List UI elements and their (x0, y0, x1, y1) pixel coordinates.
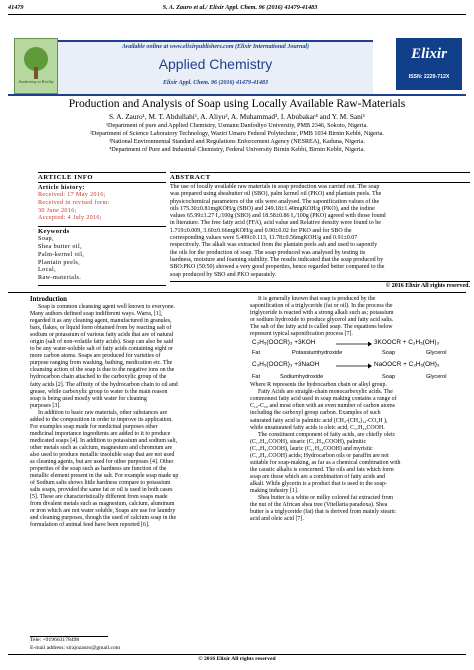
intro-line: properties of the soap such as hardness are function of the (30, 466, 167, 473)
article-authors: S. A. Zauro¹, M. T. Abdullahi¹, A. Aliyu², A. Muhammad³, I. Abubakar⁴ and Y. M. Sani¹ (108, 112, 366, 121)
right-line: acid and oleic acid [7]. (250, 516, 304, 523)
history-label: Article history: (38, 184, 85, 191)
right-line: C₁₀-C₂₀ and most often with an even number of carbon atoms (250, 403, 395, 410)
banner-rule (8, 94, 466, 96)
abstract-line: The use of locally available raw materials in soap production was carried out. The soap (170, 184, 380, 190)
right-line: saturated fatty acid is palmitic acid (CH₃-(CH₂)₁₄-CO₂H ), (250, 417, 388, 424)
right-line: It is generally known that soap is produced by the (258, 296, 376, 302)
right-line: saponification of a triglyceride (fat or oil). In the process the (250, 303, 393, 310)
abstract-line: values 65.99±1.27 I₂/100g (SBO) and 18.58±0.86 I₂/100g (PKO) agreed with those found (170, 213, 386, 220)
right-text-bottom (250, 382, 464, 523)
intro-column (30, 296, 244, 530)
keyword-1: Soap, (38, 235, 54, 243)
right-line: (C₁₇H₃₃COOH), stearic (C₁₇H₃₅COOH), palmitic (250, 438, 367, 445)
abstract-line: in literature. The free fatty acid (FFA), acid value and Relative density were found to be (170, 220, 381, 227)
intro-line: Many authors defined soap indifferent ways. Warra, [1], (30, 311, 163, 318)
affiliations (8, 122, 466, 154)
intro-line: fatty acids [2]. The affinity of the hydrocarbon chain to oil and (30, 381, 178, 388)
running-citation: S. A. Zauro et al./ Elixir Appl. Chem. 96 (2016) 41479-41483 (162, 4, 318, 11)
right-column (250, 296, 464, 523)
keyword-6: Raw-materials. (38, 274, 82, 282)
intro-line: added to the composition in order to improve its application. (30, 416, 173, 423)
intro-line: bars, flakes, or liquid form obtained from by reacting salt of (30, 325, 172, 332)
intro-line: origin (salt of non-volatile fatty acids). Soap can also be said (30, 339, 174, 346)
eq1-label-fat: Fat (252, 350, 261, 357)
eq1-reactants: C₃H₅(OOCR)₃ +3KOH (252, 339, 316, 347)
keyword-4: Plantain peels, (38, 258, 81, 266)
intro-line: as cleaning agents, but are used for other purposes [4]. Other (30, 459, 174, 466)
intro-line: For examples soap made for medicinal purposes other (30, 423, 158, 430)
right-line: The salt of the fatty acid is called soap. The equations below (250, 324, 393, 331)
history-revised: Received in revised form: (38, 198, 110, 206)
eq2-label-glycerol: Glycerol (426, 374, 447, 381)
affiliation-3: ³National Environmental Standard and Regulations Enforcement Agency (NESREA), Kaduna, Nigeria. (109, 138, 365, 145)
intro-body (30, 304, 244, 530)
intro-line: In addition to basic raw materials, other substances are (38, 409, 168, 416)
right-line: (C₁₅H₃₁COOH), lauric (C₁₁H₂₃COOH) and myristic (250, 445, 373, 452)
equation-1 (250, 338, 464, 374)
header-rule (8, 14, 466, 15)
journal-reference: Elixir Appl. Chem. 96 (2016) 41479-41483 (163, 80, 268, 86)
right-line: The constituent component of fatty acids, are chiefly oleic (258, 431, 396, 438)
journal-name: Applied Chemistry (158, 56, 273, 72)
history-revised-date: 30 June 2016; (38, 206, 77, 214)
history-list (38, 191, 166, 222)
right-line: making industry [1]. (250, 487, 299, 494)
intro-line: grease, while carboxylic group to water is the main reason (30, 388, 168, 395)
eq1-label-glycerol: Glycerol (426, 350, 447, 357)
intro-line: formulation of animal feed have been reported [6]. (30, 522, 150, 529)
keyword-3: Palm-kernel oil, (38, 250, 85, 258)
article-info (38, 172, 166, 286)
affiliation-1: ¹Department of pure and Applied Chemistry, Usmanu Danfodiyo University, PMB 2346, Sokoto, Nigeria. (106, 122, 368, 129)
eq1-products: 3KOOCR + C₃H₅(OH)₃ (374, 339, 440, 347)
intro-line: purposes [3]. (30, 402, 61, 409)
affiliation-2: ²Department of Science Laboratory Technology, Waziri Umaru Federal Polytechnic, PMB 1034 Birnin Kebbi, Nigeria. (90, 130, 384, 137)
tree-icon (15, 39, 57, 93)
eq1-label-base: Potassiumhydroxide (292, 350, 343, 357)
intro-line: medicinal importance ingredients are added to it to produce (30, 430, 171, 437)
right-line: butter is a triglyceride (fat) that is derived from mainly stearic (250, 509, 396, 516)
abstract-body (170, 184, 470, 279)
author-telephone: Tele: +919663178498 (30, 637, 80, 643)
intro-line: also used to produce metallic insoluble soap that are not used (30, 451, 175, 458)
elixir-logo-name: Elixir (411, 46, 447, 62)
intro-line: more carbon atoms. Soaps are produced for varieties of (30, 353, 161, 360)
abstract-line: 1.719±0.009, 3.60±0.66mgKOH/g and 0.90±0.02 for PKO and for SBO the (170, 227, 352, 234)
article-info-heading: ARTICLE INFO (38, 174, 94, 181)
intro-line: to be any water-soluble salt of fatty acids containing eight or (30, 346, 173, 353)
right-line: (C₁₃H₂₇COOH) acids; Hydrocarbon oils or paraffin are not (250, 452, 389, 459)
right-line: including the carboxyl group carbon. Examples of such (250, 410, 381, 417)
right-line: alkali. While glycerin is a product that is used to the soap- (250, 480, 387, 487)
journal-availability[interactable]: Available online at www.elixirpublishers.com (Elixir International Journal) (121, 44, 310, 50)
right-line: represent typical saponification process [7]. (250, 331, 353, 338)
right-line: triglyceride is reacted with a strong alkali such as; potassium (250, 310, 394, 317)
right-line: soap are those which are a combination of fatty acids and (250, 473, 386, 480)
eq2-label-fat: Fat (252, 374, 261, 381)
intro-line: salts soaps, provided the same fat or oil is used in both cases (30, 487, 173, 494)
intro-line: [5]. These are characteristically different from soaps made (30, 494, 168, 501)
abstract-line: was prepared using sheabutter oil (SBO), palm kernel oil (PKO) and plantain peels. The (170, 191, 382, 198)
eq2-label-base: Sodiumhydroxide (280, 374, 324, 381)
intro-line: or iron which are not water soluble, Soaps are use for laundry (30, 508, 176, 515)
elixir-logo (396, 38, 462, 90)
intro-heading: Introduction (30, 296, 67, 303)
intro-line: other metals such as calcium, magnesium and chromium are (30, 444, 173, 451)
eq1-arrow-icon (336, 341, 372, 347)
section-rule (8, 292, 466, 293)
abstract-line: physicochemical parameters of the oils were analysed. The saponification values of the (170, 198, 380, 205)
intro-line: and cleaning purposes, though the used of calcium soap in the (30, 515, 177, 522)
intro-line: cleansing action of the soap is due to the negative ions on the (30, 367, 175, 374)
keywords-list (38, 235, 166, 282)
history-received: Received: 17 May 2016; (38, 191, 106, 198)
eq1-label-soap: Soap (382, 350, 396, 357)
right-line: the caustic alkalis is concerned. The oils and fats which form (250, 466, 394, 473)
page-number: 41479 (8, 4, 24, 11)
abstract-line: SBO:PKO (50:50) showed a very good properties, hence regarded better compared to the (170, 264, 385, 271)
journal-banner (58, 40, 373, 95)
abstract-copyright: © 2016 Elixir All rights reserved. (385, 282, 470, 289)
right-line: Fatty Acids are straight-chain monocarboxylic acids. The (258, 389, 393, 396)
right-line: Where R represents the hydrocarbon chain or alkyl group. (250, 382, 387, 389)
eq2-reactants: C₃H₅(OOCR)₃ +3NaOH (252, 361, 320, 369)
abstract-line: soap produced by SBO and PKO separately. (170, 271, 277, 278)
intro-line: from divalent metals such as magnesium, calcium, aluminum (30, 501, 175, 508)
right-line: suitable for soap-making, as far as a chemical combination with (250, 459, 401, 466)
author-email[interactable]: E-mail address: sirajozauro@gmail.com (30, 645, 121, 651)
abstract-line: hardness, moisture and foaming stability. The results indicated that the soap produced by (170, 256, 384, 263)
abstract-heading: ABSTRACT (170, 174, 211, 181)
eq2-label-soap: Soap (382, 374, 396, 381)
intro-line: purpose ranging from washing, bathing, medication etc. The (30, 360, 173, 367)
history-accepted: Accepted: 4 July 2016; (38, 214, 102, 222)
eq2-arrow-icon (336, 363, 372, 369)
abstract (170, 172, 470, 289)
keyword-5: Local, (38, 266, 57, 274)
intro-line: medicated soaps [4]. In addition to potassium and sodium salt, (30, 437, 178, 444)
issn: ISSN: 2229-712X (408, 74, 450, 80)
right-line: the nut of the African shea tree (Vitellaria paradoxa). Shea (250, 502, 388, 509)
abstract-line: corresponding values were 5.499±0.113, 11.78±0.56mgKOH/g and 0.91±0.07 (170, 235, 358, 242)
abstract-line: respectively. The alkali was extracted from the plantain peels ash and used to saponify (170, 242, 378, 249)
intro-line: hydrocarbon chain attached to the carboxylic group of the (30, 374, 167, 381)
abstract-line: the oils for the production of soap. The soap produced was analysed by testing its (170, 249, 366, 256)
intro-line: regarded it as any cleaning agent, manufactured in granules, (30, 318, 172, 325)
right-line: or sodium hydroxide to produce glycerol and fatty acid salts. (250, 317, 394, 324)
equation-2-labels (250, 374, 464, 382)
right-line: commonest fatty acid used in soap making contains a range of (250, 396, 397, 403)
publisher-logo (14, 38, 58, 94)
article-title: Production and Analysis of Soap using Locally Available Raw-Materials (68, 97, 406, 110)
right-line: Shea butter is a white or milky colored fat extracted from (258, 495, 394, 502)
eq2-products: NaOOCR + C₃H₅(OH)₃ (374, 361, 440, 369)
affiliation-4: ⁴Department of Pure and Industrial Chemistry, Federal University Birnin Kebbi, Birnin Kebbi, Nigeria. (109, 146, 365, 153)
right-line: while unsaturated fatty acids is oleic acid, C₁₇H₃₃COOH. (250, 424, 385, 431)
intro-line: of Sodium salts shows little hardness compare to potassium (30, 480, 171, 487)
footer-rule (8, 654, 466, 655)
right-text-top (250, 296, 464, 338)
logo-left-caption: Awakening to Reality (18, 79, 54, 84)
intro-line: metallic element present in the salt. For example soap made up (30, 473, 179, 480)
intro-line: soap is being used mostly with water for cleaning (30, 395, 147, 402)
intro-line: Soap is common cleansing agent well known to everyone. (38, 304, 175, 310)
footer-copyright: © 2016 Elixir All rights reserved (198, 656, 276, 662)
abstract-line: oils 175.30±0.81mgKOH/g (SBO) and 249.18±1.40mgKOH/g (PKO), and the iodine (170, 205, 375, 212)
keywords-label: Keywords (38, 228, 70, 236)
keyword-2: Shea butter oil, (38, 242, 83, 250)
intro-line: sodium or potassium of various fatty acids that are of natural (30, 332, 174, 339)
